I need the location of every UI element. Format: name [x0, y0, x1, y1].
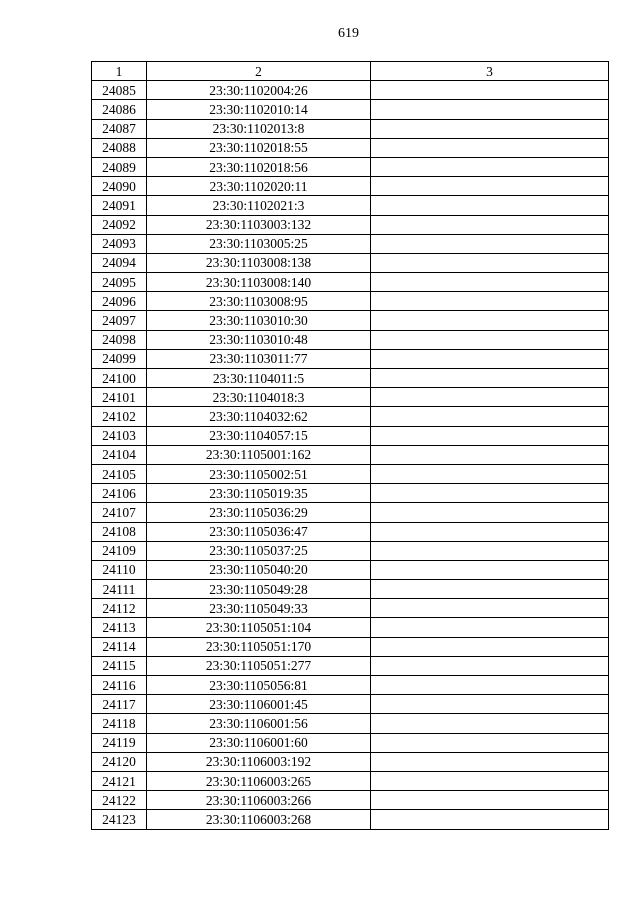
cadastral-number-cell: 23:30:1106003:268 [147, 810, 371, 829]
row-number-cell: 24103 [92, 426, 147, 445]
cadastral-number-cell: 23:30:1102021:3 [147, 196, 371, 215]
row-number-cell: 24114 [92, 637, 147, 656]
table-row [92, 369, 609, 388]
cadastral-number-cell: 23:30:1103003:132 [147, 215, 371, 234]
row-number-cell: 24091 [92, 196, 147, 215]
notes-cell [371, 733, 609, 752]
notes-cell [371, 119, 609, 138]
row-number-cell: 24101 [92, 388, 147, 407]
cadastral-number-cell: 23:30:1102004:26 [147, 81, 371, 100]
row-number-cell: 24113 [92, 618, 147, 637]
row-number-cell: 24085 [92, 81, 147, 100]
cadastral-number-cell: 23:30:1102018:55 [147, 138, 371, 157]
table-row [92, 560, 609, 579]
cadastral-number-cell: 23:30:1105040:20 [147, 560, 371, 579]
table-row [92, 407, 609, 426]
notes-cell [371, 503, 609, 522]
notes-cell [371, 580, 609, 599]
row-number-cell: 24099 [92, 349, 147, 368]
cadastral-number-cell: 23:30:1105019:35 [147, 484, 371, 503]
notes-cell [371, 676, 609, 695]
cadastral-number-cell: 23:30:1105001:162 [147, 445, 371, 464]
cadastral-number-cell: 23:30:1105036:29 [147, 503, 371, 522]
cadastral-number-cell: 23:30:1105056:81 [147, 676, 371, 695]
notes-cell [371, 599, 609, 618]
cadastral-number-cell: 23:30:1104057:15 [147, 426, 371, 445]
table-row [92, 676, 609, 695]
notes-cell [371, 388, 609, 407]
table-row [92, 810, 609, 829]
notes-cell [371, 234, 609, 253]
table-row [92, 388, 609, 407]
cadastral-number-cell: 23:30:1103008:138 [147, 253, 371, 272]
table-row [92, 119, 609, 138]
notes-cell [371, 464, 609, 483]
row-number-cell: 24110 [92, 560, 147, 579]
table-row [92, 330, 609, 349]
row-number-cell: 24097 [92, 311, 147, 330]
row-number-cell: 24119 [92, 733, 147, 752]
table-row [92, 484, 609, 503]
cadastral-number-cell: 23:30:1106003:192 [147, 752, 371, 771]
table-row [92, 196, 609, 215]
cadastral-number-cell: 23:30:1102018:56 [147, 157, 371, 176]
cadastral-number-cell: 23:30:1106001:56 [147, 714, 371, 733]
cadastral-number-cell: 23:30:1102020:11 [147, 177, 371, 196]
row-number-cell: 24105 [92, 464, 147, 483]
row-number-cell: 24086 [92, 100, 147, 119]
row-number-cell: 24087 [92, 119, 147, 138]
notes-cell [371, 810, 609, 829]
notes-cell [371, 407, 609, 426]
cadastral-number-cell: 23:30:1102013:8 [147, 119, 371, 138]
notes-cell [371, 292, 609, 311]
table-row [92, 618, 609, 637]
table-row [92, 464, 609, 483]
notes-cell [371, 311, 609, 330]
row-number-cell: 24118 [92, 714, 147, 733]
row-number-cell: 24104 [92, 445, 147, 464]
table-body [92, 81, 609, 829]
notes-cell [371, 752, 609, 771]
column-header-1: 1 [92, 62, 147, 81]
table-row [92, 771, 609, 790]
cadastral-number-cell: 23:30:1102010:14 [147, 100, 371, 119]
table-row [92, 580, 609, 599]
notes-cell [371, 484, 609, 503]
table-row [92, 503, 609, 522]
row-number-cell: 24102 [92, 407, 147, 426]
header-row [92, 62, 609, 81]
notes-cell [371, 330, 609, 349]
notes-cell [371, 695, 609, 714]
table-header [92, 62, 609, 81]
row-number-cell: 24115 [92, 656, 147, 675]
table-row [92, 656, 609, 675]
notes-cell [371, 138, 609, 157]
table-row [92, 426, 609, 445]
row-number-cell: 24123 [92, 810, 147, 829]
cadastral-number-cell: 23:30:1105037:25 [147, 541, 371, 560]
table-row [92, 234, 609, 253]
table-row [92, 215, 609, 234]
row-number-cell: 24122 [92, 791, 147, 810]
notes-cell [371, 273, 609, 292]
cadastral-number-cell: 23:30:1106001:60 [147, 733, 371, 752]
table-row [92, 445, 609, 464]
row-number-cell: 24089 [92, 157, 147, 176]
notes-cell [371, 177, 609, 196]
row-number-cell: 24116 [92, 676, 147, 695]
table-row [92, 157, 609, 176]
table-row [92, 138, 609, 157]
column-header-2: 2 [147, 62, 371, 81]
notes-cell [371, 349, 609, 368]
cadastral-number-cell: 23:30:1105051:104 [147, 618, 371, 637]
row-number-cell: 24090 [92, 177, 147, 196]
cadastral-number-cell: 23:30:1103010:48 [147, 330, 371, 349]
row-number-cell: 24112 [92, 599, 147, 618]
notes-cell [371, 215, 609, 234]
table-row [92, 714, 609, 733]
row-number-cell: 24100 [92, 369, 147, 388]
notes-cell [371, 445, 609, 464]
cadastral-number-cell: 23:30:1103010:30 [147, 311, 371, 330]
row-number-cell: 24117 [92, 695, 147, 714]
notes-cell [371, 618, 609, 637]
notes-cell [371, 196, 609, 215]
notes-cell [371, 369, 609, 388]
cadastral-number-cell: 23:30:1104011:5 [147, 369, 371, 388]
row-number-cell: 24096 [92, 292, 147, 311]
table-row [92, 541, 609, 560]
notes-cell [371, 560, 609, 579]
cadastral-number-cell: 23:30:1104032:62 [147, 407, 371, 426]
cadastral-number-cell: 23:30:1105036:47 [147, 522, 371, 541]
table-row [92, 177, 609, 196]
cadastral-number-cell: 23:30:1103008:140 [147, 273, 371, 292]
notes-cell [371, 656, 609, 675]
registry-table [91, 61, 609, 830]
notes-cell [371, 100, 609, 119]
table-row [92, 752, 609, 771]
notes-cell [371, 426, 609, 445]
table-row [92, 522, 609, 541]
notes-cell [371, 541, 609, 560]
row-number-cell: 24095 [92, 273, 147, 292]
row-number-cell: 24111 [92, 580, 147, 599]
cadastral-number-cell: 23:30:1105002:51 [147, 464, 371, 483]
row-number-cell: 24121 [92, 771, 147, 790]
table-row [92, 349, 609, 368]
row-number-cell: 24088 [92, 138, 147, 157]
notes-cell [371, 637, 609, 656]
page-number: 619 [338, 26, 359, 41]
row-number-cell: 24098 [92, 330, 147, 349]
notes-cell [371, 714, 609, 733]
table-row [92, 791, 609, 810]
row-number-cell: 24120 [92, 752, 147, 771]
cadastral-number-cell: 23:30:1106003:266 [147, 791, 371, 810]
row-number-cell: 24107 [92, 503, 147, 522]
table-row [92, 599, 609, 618]
cadastral-number-cell: 23:30:1106001:45 [147, 695, 371, 714]
table-row [92, 695, 609, 714]
cadastral-number-cell: 23:30:1105051:277 [147, 656, 371, 675]
row-number-cell: 24106 [92, 484, 147, 503]
notes-cell [371, 81, 609, 100]
cadastral-number-cell: 23:30:1105049:28 [147, 580, 371, 599]
row-number-cell: 24094 [92, 253, 147, 272]
table-row [92, 273, 609, 292]
notes-cell [371, 253, 609, 272]
row-number-cell: 24092 [92, 215, 147, 234]
table-row [92, 81, 609, 100]
table-row [92, 311, 609, 330]
cadastral-number-cell: 23:30:1103008:95 [147, 292, 371, 311]
notes-cell [371, 157, 609, 176]
table-row [92, 637, 609, 656]
notes-cell [371, 771, 609, 790]
cadastral-number-cell: 23:30:1104018:3 [147, 388, 371, 407]
row-number-cell: 24093 [92, 234, 147, 253]
row-number-cell: 24109 [92, 541, 147, 560]
cadastral-number-cell: 23:30:1103005:25 [147, 234, 371, 253]
table-row [92, 292, 609, 311]
row-number-cell: 24108 [92, 522, 147, 541]
table-row [92, 253, 609, 272]
notes-cell [371, 522, 609, 541]
cadastral-number-cell: 23:30:1106003:265 [147, 771, 371, 790]
cadastral-number-cell: 23:30:1105049:33 [147, 599, 371, 618]
notes-cell [371, 791, 609, 810]
table-row [92, 733, 609, 752]
cadastral-number-cell: 23:30:1105051:170 [147, 637, 371, 656]
column-header-3: 3 [371, 62, 609, 81]
table-row [92, 100, 609, 119]
cadastral-number-cell: 23:30:1103011:77 [147, 349, 371, 368]
